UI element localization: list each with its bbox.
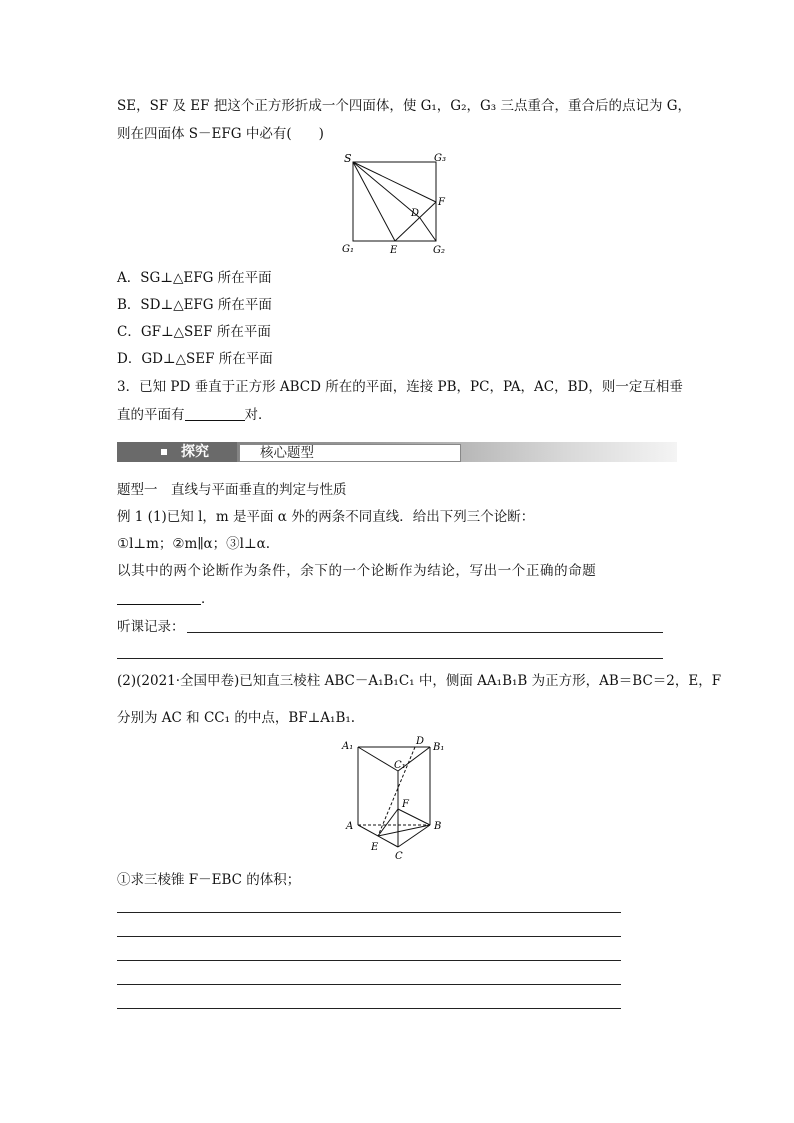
banner-label: 探究: [181, 444, 209, 460]
label-S: S: [344, 152, 352, 165]
label-C1: C₁: [394, 760, 406, 771]
segment-SE: [353, 162, 395, 241]
problem3-line1: 3．已知 PD 垂直于正方形 ABCD 所在的平面，连接 PB，PC，PA，AC，BD，则一定互相垂: [117, 379, 683, 395]
option-a: A．SG⊥△EFG 所在平面: [117, 270, 272, 286]
banner-title-box: [239, 444, 461, 462]
banner-title: 核心题型: [260, 445, 314, 461]
label-F: F: [402, 799, 409, 810]
segment-DG2: [420, 218, 436, 241]
notes-line-2[interactable]: [117, 658, 663, 659]
section-banner: [117, 442, 677, 462]
label-E: E: [371, 842, 379, 853]
part2-line1: (2)(2021·全国甲卷)已知直三棱柱 ABC－A₁B₁C₁ 中，侧面 AA₁B₁B 为正方形，AB＝BC＝2，E，F: [117, 673, 722, 689]
example1-line4-after: ．: [201, 591, 215, 607]
label-A: A: [346, 821, 354, 832]
example1-line4: [117, 589, 215, 609]
answer-line-4[interactable]: [117, 984, 621, 985]
problem3-line2: [117, 405, 272, 425]
square-outline: [353, 162, 436, 241]
example1-line3: 以其中的两个论断作为条件，余下的一个论断作为结论，写出一个正确的命题: [117, 563, 597, 579]
option-d: D．GD⊥△SEF 所在平面: [117, 351, 273, 367]
segment-BF: [398, 809, 430, 825]
problem2-stem-line1: SE，SF 及 EF 把这个正方形折成一个四面体，使 G₁，G₂，G₃ 三点重合，重合后的点记为 G，: [117, 98, 692, 114]
answer-line-5[interactable]: [117, 1008, 621, 1009]
part2-line2: 分别为 AC 和 CC₁ 的中点，BF⊥A₁B₁.: [117, 710, 356, 726]
square-fold-figure: [340, 150, 460, 260]
answer-line-3[interactable]: [117, 960, 621, 961]
notes-line-1[interactable]: [187, 632, 663, 633]
prism-figure: [338, 735, 458, 865]
notes-label: 听课记录：: [117, 619, 185, 635]
example1-line1: 例 1 (1)已知 l，m 是平面 α 外的两条不同直线．给出下列三个论断：: [117, 509, 535, 525]
problem2-stem-line2: 则在四面体 S－EFG 中必有( ): [117, 126, 324, 142]
label-A1: A₁: [342, 741, 354, 752]
label-B1: B₁: [433, 742, 445, 753]
example1-line2: ①l⊥m；②m∥α；③l⊥α.: [117, 536, 271, 552]
segment-SF: [353, 162, 436, 202]
type1-heading: 题型一 直线与平面垂直的判定与性质: [117, 482, 347, 498]
option-b: B．SD⊥△EFG 所在平面: [117, 297, 272, 313]
answer-line-1[interactable]: [117, 912, 621, 913]
edge-A1C1: [358, 747, 398, 771]
label-E: E: [390, 245, 398, 256]
problem3-line2-before: 直的平面有: [117, 407, 185, 423]
square-bullet-icon: [161, 449, 167, 455]
label-D: D: [411, 208, 420, 219]
label-F: F: [438, 197, 445, 208]
answer-blank[interactable]: [185, 406, 245, 421]
answer-line-2[interactable]: [117, 936, 621, 937]
label-G1: G₁: [342, 244, 354, 255]
label-C: C: [395, 851, 403, 862]
label-G3: G₃: [434, 153, 446, 164]
question1: ①求三棱锥 F－EBC 的体积；: [117, 872, 301, 888]
label-G2: G₂: [433, 245, 445, 256]
banner-label-box: [117, 442, 237, 462]
option-c: C．GF⊥△SEF 所在平面: [117, 324, 271, 340]
label-D: D: [416, 736, 425, 747]
label-B: B: [434, 821, 442, 832]
problem3-line2-after: 对．: [244, 407, 272, 423]
proposition-blank[interactable]: [117, 590, 201, 605]
